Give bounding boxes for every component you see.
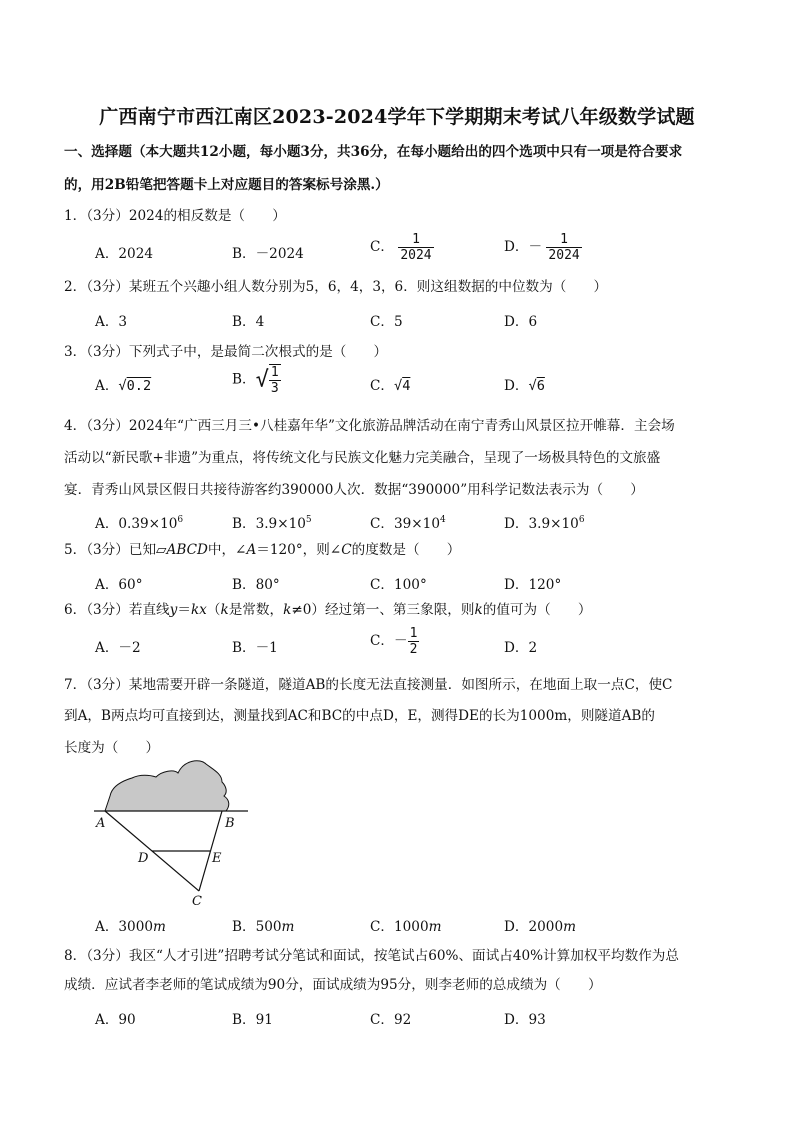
q6-stem: [64, 600, 591, 620]
q1-option-d-prefix: D．: [504, 239, 529, 255]
q5-var-c: C: [341, 542, 352, 558]
q1-option-d-sign: －: [528, 239, 543, 255]
q3-stem: 3．（3分）下列式子中，是最简二次根式的是（ ）: [64, 344, 388, 360]
q8-option-a[interactable]: A．90: [95, 1012, 136, 1028]
q3-option-b[interactable]: [232, 364, 281, 396]
q7-option-c-value: C．1000: [370, 919, 429, 935]
q6-option-d[interactable]: D．2: [504, 640, 538, 656]
q6-option-c-prefix: C．－: [370, 633, 408, 649]
label-a: A: [96, 816, 106, 831]
sqrt-expression: √4: [394, 378, 411, 394]
q1-option-b[interactable]: B．－2024: [232, 246, 304, 262]
unit: m: [281, 919, 295, 935]
q5-option-d[interactable]: D．120°: [504, 577, 562, 593]
q5-stem: [64, 540, 460, 560]
q7-option-a-value: A．3000: [95, 919, 154, 935]
q6-stem-part: （: [206, 602, 221, 618]
q1-option-c[interactable]: [370, 232, 434, 263]
q7-line3: 长度为（ ）: [64, 740, 160, 756]
q5-stem-part: 的度数是（ ）: [351, 542, 461, 558]
fraction-numerator: 1: [270, 365, 279, 380]
q4-line3: 宴．青秀山风景区假日共接待游客约390000人次．数据“390000”用科学记数法表示为（ ）: [64, 482, 644, 498]
q4-options: [95, 512, 695, 536]
exponent: 6: [578, 515, 585, 525]
q1-stem: 1．（3分）2024的相反数是（ ）: [64, 208, 286, 224]
q8-option-b[interactable]: B．91: [232, 1012, 273, 1028]
q6-option-c[interactable]: [370, 626, 419, 657]
radicand: 0.2: [126, 378, 152, 394]
q2-option-c[interactable]: C．5: [370, 314, 403, 330]
fraction-denominator: 3: [270, 381, 279, 396]
q4-option-c-base: C．39×10: [370, 516, 440, 532]
q4-option-a-base: A．0.39×10: [95, 516, 178, 532]
q8-options: [95, 1008, 695, 1032]
exponent: 5: [305, 515, 312, 525]
label-c: C: [192, 894, 202, 908]
q7-line2: 到A，B两点均可直接到达，测量找到AC和BC的中点D，E，测得DE的长为1000m，则隧道AB的: [64, 708, 656, 724]
q7-line1: 7．（3分）某地需要开辟一条隧道，隧道AB的长度无法直接测量．如图所示，在地面上取一点C，使C: [64, 677, 673, 693]
fraction-denominator: 2024: [400, 248, 432, 263]
q2-option-a[interactable]: A．3: [95, 314, 128, 330]
q6-var-k: k: [474, 602, 483, 618]
q8-line1: 8．（3分）我区“人才引进”招聘考试分笔试和面试，按笔试占60%、面试占40%计算加权平均数作为总: [64, 948, 679, 964]
q7-option-d[interactable]: [504, 915, 576, 935]
label-b: B: [225, 816, 235, 831]
unit: m: [428, 919, 442, 935]
radicand: 6: [536, 378, 545, 394]
q3-option-c-prefix: C．: [370, 378, 394, 394]
q7-option-b-value: B．500: [232, 919, 282, 935]
q7-option-b[interactable]: [232, 915, 294, 935]
q5-var-abcd: ABCD: [166, 542, 208, 558]
q6-option-b[interactable]: B．－1: [232, 640, 278, 656]
q6-var-k: k: [283, 602, 292, 618]
q6-stem-part: 的值可为（ ）: [482, 602, 592, 618]
mountain-shape: [105, 761, 229, 811]
label-d: D: [138, 851, 149, 866]
unit: m: [153, 919, 166, 935]
fraction-denominator: 2: [409, 642, 418, 657]
q5-stem-part: 5．（3分）已知▱: [64, 542, 167, 558]
exponent: 4: [439, 515, 446, 525]
fraction-denominator: 2024: [548, 248, 580, 263]
label-e: E: [212, 851, 222, 866]
q5-stem-part: ＝120°，则∠: [256, 542, 342, 558]
q2-option-d[interactable]: D．6: [504, 314, 538, 330]
q5-option-a[interactable]: A．60°: [95, 577, 143, 593]
q6-stem-part: ≠0）经过第一、第三象限，则: [291, 602, 475, 618]
q8-line2: 成绩．应试者李老师的笔试成绩为90分，面试成绩为95分，则李老师的总成绩为（ ）: [64, 977, 602, 993]
sqrt-symbol: √: [255, 367, 269, 393]
q1-option-d[interactable]: [504, 232, 582, 263]
sqrt-expression: √6: [528, 378, 545, 394]
section-header-line2: 的，用2B铅笔把答题卡上对应题目的答案标号涂黑.）: [64, 177, 389, 193]
q6-stem-part: 6．（3分）若直线: [64, 602, 170, 618]
q3-option-d[interactable]: [504, 374, 545, 394]
q3-option-b-fraction: [269, 364, 281, 396]
q4-line2: 活动以“新民歌+非遗”为重点，将传统文化与民族文化魅力完美融合，呈现了一场极具特色的文旅盛: [64, 450, 661, 466]
q4-option-b[interactable]: [232, 512, 312, 532]
radicand: 4: [402, 378, 411, 394]
q5-var-a: A: [246, 542, 257, 558]
q2-option-b[interactable]: B．4: [232, 314, 265, 330]
fraction-numerator: 1: [409, 626, 418, 641]
q6-var-y: y: [169, 602, 178, 618]
q5-option-c[interactable]: C．100°: [370, 577, 427, 593]
q5-options: [95, 573, 695, 597]
q6-options: [95, 626, 695, 660]
q6-stem-part: 是常数，: [228, 602, 284, 618]
page-title: 广西南宁市西江南区2023-2024学年下学期期末考试八年级数学试题: [99, 106, 695, 128]
q7-option-a[interactable]: [95, 915, 166, 935]
q4-option-c[interactable]: [370, 512, 446, 532]
q3-options: [95, 365, 695, 398]
q1-option-d-fraction: [546, 232, 581, 263]
q1-option-a[interactable]: A．2024: [95, 246, 154, 262]
q6-var-k: k: [220, 602, 229, 618]
sqrt-expression: √0.2: [118, 378, 152, 394]
q7-options: [95, 915, 695, 939]
q6-stem-part: ＝: [177, 602, 191, 618]
q4-option-d[interactable]: [504, 512, 585, 532]
q6-option-c-fraction: [408, 626, 420, 657]
q5-stem-part: 中，∠: [207, 542, 247, 558]
exponent: 6: [177, 515, 184, 525]
q6-option-a[interactable]: A．－2: [95, 640, 141, 656]
q1-option-c-fraction: [398, 232, 433, 263]
q2-options: [95, 310, 695, 334]
q1-option-c-prefix: C．: [370, 239, 394, 255]
q5-option-b[interactable]: B．80°: [232, 577, 280, 593]
unit: m: [563, 919, 576, 935]
q3-option-b-prefix: B．: [232, 371, 256, 388]
q8-option-c[interactable]: C．92: [370, 1012, 412, 1028]
q7-option-c[interactable]: [370, 915, 441, 935]
fraction-numerator: 1: [412, 232, 420, 247]
q1-options: [95, 232, 695, 264]
q4-option-d-base: D．3.9×10: [504, 516, 579, 532]
q7-option-d-value: D．2000: [504, 919, 564, 935]
q3-option-a-prefix: A．: [95, 378, 119, 394]
section-header-line1: 一、选择题（本大题共12小题，每小题3分，共36分，在每小题给出的四个选项中只有一项是符合要求: [64, 144, 683, 160]
fraction-numerator: 1: [560, 232, 568, 247]
q4-option-b-base: B．3.9×10: [232, 516, 306, 532]
q3-option-a[interactable]: [95, 374, 151, 394]
q2-stem: 2．（3分）某班五个兴趣小组人数分别为5，6，4，3，6．则这组数据的中位数为（ ）: [64, 279, 608, 295]
q4-option-a[interactable]: [95, 512, 183, 532]
q3-option-d-prefix: D．: [504, 378, 529, 394]
q8-option-d[interactable]: D．93: [504, 1012, 546, 1028]
q3-option-c[interactable]: [370, 374, 410, 394]
q4-line1: 4．（3分）2024年“广西三月三•八桂嘉年华”文化旅游品牌活动在南宁青秀山风景区拉开帷幕．主会场: [64, 418, 675, 434]
tunnel-diagram: [88, 756, 258, 908]
q6-var-kx: kx: [190, 602, 207, 618]
